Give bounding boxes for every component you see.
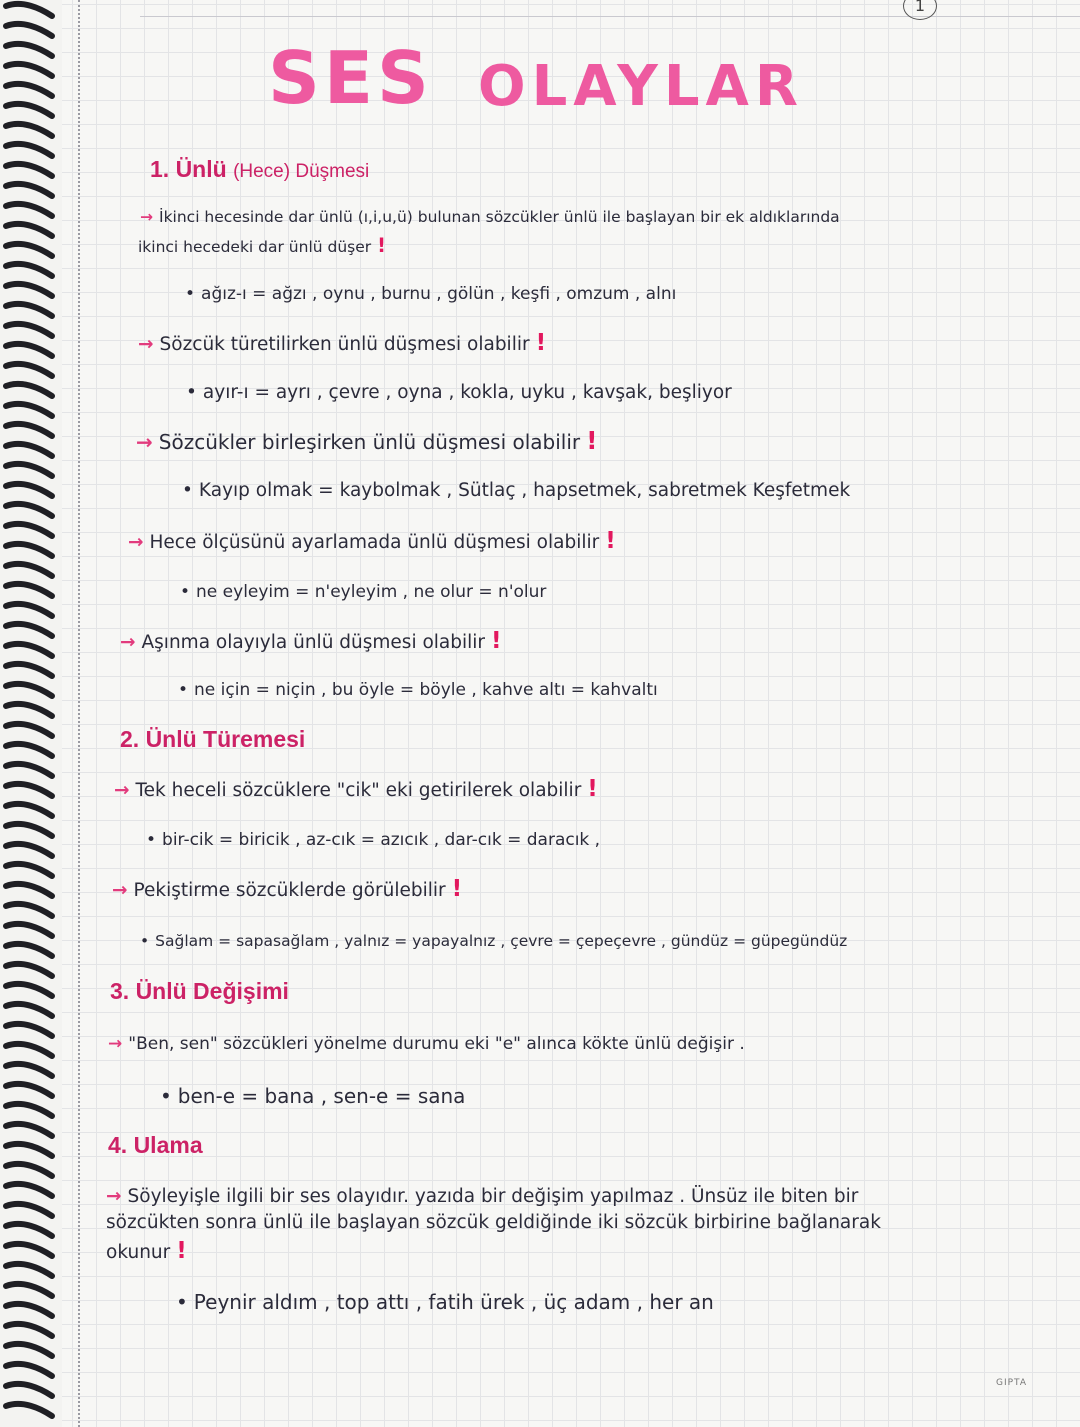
spiral-ring	[6, 924, 52, 936]
bullet-icon: •	[186, 382, 197, 403]
rule-line	[106, 1238, 187, 1264]
spiral-ring	[6, 824, 52, 836]
perforation-line	[78, 0, 80, 1427]
spiral-ring	[6, 644, 52, 656]
rule-text: Tek heceli sözcüklere "cik" eki getirilerek olabilir	[135, 780, 582, 801]
spiral-ring	[6, 1024, 52, 1036]
spiral-ring	[6, 984, 52, 996]
spiral-ring	[6, 1084, 52, 1096]
title-word-olaylar: OLAYLAR	[478, 54, 804, 119]
spiral-ring	[6, 1324, 52, 1336]
section-1-heading-sub: (Hece) Düşmesi	[233, 161, 370, 182]
rule-text: Sözcükler birleşirken ünlü düşmesi olabilir	[158, 430, 581, 454]
spiral-ring	[6, 1064, 52, 1076]
example-text: ayır-ı = ayrı , çevre , oyna , kokla, uyku , kavşak, beşliyor	[202, 382, 732, 403]
section-1-heading	[150, 156, 369, 183]
spiral-ring	[6, 264, 52, 276]
rule-line	[120, 628, 502, 654]
spiral-ring	[6, 1124, 52, 1136]
title-word-ses: SES	[268, 36, 433, 120]
rule-line	[136, 426, 598, 455]
spiral-ring	[6, 944, 52, 956]
example-text: ne için = niçin , bu öyle = böyle , kahve altı = kahvaltı	[194, 680, 658, 700]
spiral-ring	[6, 424, 52, 436]
spiral-ring	[6, 1204, 52, 1216]
spiral-ring	[6, 544, 52, 556]
rule-line	[138, 234, 386, 257]
example-text: ağız-ı = ağzı , oynu , burnu , gölün , keşfi , omzum , alnı	[201, 284, 677, 304]
spiral-ring	[6, 624, 52, 636]
spiral-ring	[6, 344, 52, 356]
spiral-ring	[6, 724, 52, 736]
rule-line	[114, 776, 598, 802]
rule-line	[128, 528, 616, 554]
exclamation-icon: !	[451, 876, 463, 902]
spiral-ring	[6, 904, 52, 916]
example-line	[180, 582, 546, 602]
rule-line	[108, 1034, 745, 1054]
spiral-ring	[6, 884, 52, 896]
bullet-icon: •	[180, 582, 191, 602]
arrow-icon: →	[112, 880, 128, 901]
spiral-ring	[6, 4, 52, 16]
rule-line	[112, 876, 462, 902]
spiral-binding	[0, 0, 62, 1427]
spiral-ring	[6, 784, 52, 796]
arrow-icon: →	[108, 1034, 123, 1054]
spiral-ring	[6, 1344, 52, 1356]
rule-text: İkinci hecesinde dar ünlü (ı,i,u,ü) bulunan sözcükler ünlü ile başlayan bir ek aldıklarında	[159, 208, 840, 226]
arrow-icon: →	[136, 430, 153, 454]
example-line	[186, 382, 732, 403]
bullet-icon: •	[176, 1290, 188, 1314]
spiral-ring	[6, 1384, 52, 1396]
spiral-ring	[6, 744, 52, 756]
rule-text: Sözcük türetilirken ünlü düşmesi olabilir	[159, 334, 530, 355]
spiral-ring	[6, 304, 52, 316]
spiral-ring	[6, 284, 52, 296]
spiral-ring	[6, 44, 52, 56]
spiral-ring	[6, 444, 52, 456]
spiral-ring	[6, 684, 52, 696]
spiral-rings-icon	[0, 0, 62, 1427]
rule-text: "Ben, sen" sözcükleri yönelme durumu eki "e" alınca kökte ünlü değişir .	[128, 1034, 745, 1054]
spiral-ring	[6, 524, 52, 536]
arrow-icon: →	[120, 632, 136, 653]
exclamation-icon: !	[176, 1238, 187, 1264]
example-line	[176, 1290, 714, 1314]
example-text: Peynir aldım , top attı , fatih ürek , üç adam , her an	[193, 1290, 714, 1314]
exclamation-icon: !	[491, 628, 502, 654]
watermark: GIPTA	[996, 1378, 1028, 1388]
spiral-ring	[6, 804, 52, 816]
example-text: ne eyleyim = n'eyleyim , ne olur = n'olur	[196, 582, 547, 602]
spiral-ring	[6, 364, 52, 376]
bullet-icon: •	[160, 1084, 172, 1108]
exclamation-icon: !	[587, 776, 598, 802]
example-line	[146, 830, 600, 850]
arrow-icon: →	[138, 334, 154, 355]
section-1-heading-main: 1. Ünlü	[150, 156, 227, 182]
rule-text: Hece ölçüsünü ayarlamada ünlü düşmesi olabilir	[149, 532, 600, 553]
exclamation-icon: !	[535, 330, 547, 356]
spiral-ring	[6, 844, 52, 856]
spiral-ring	[6, 204, 52, 216]
example-text: Sağlam = sapasağlam , yalnız = yapayalnız , çevre = çepeçevre , gündüz = güpegündüz	[155, 932, 848, 950]
rule-text: okunur	[106, 1242, 171, 1263]
spiral-ring	[6, 1144, 52, 1156]
spiral-ring	[6, 324, 52, 336]
example-line	[140, 932, 847, 950]
example-line	[185, 284, 676, 304]
spiral-ring	[6, 64, 52, 76]
top-margin-line	[140, 16, 1080, 17]
spiral-ring	[6, 664, 52, 676]
spiral-ring	[6, 144, 52, 156]
spiral-ring	[6, 604, 52, 616]
spiral-ring	[6, 764, 52, 776]
spiral-ring	[6, 584, 52, 596]
spiral-ring	[6, 1224, 52, 1236]
arrow-icon: →	[106, 1186, 122, 1207]
exclamation-icon: !	[377, 234, 387, 257]
section-2-heading: 2. Ünlü Türemesi	[120, 726, 306, 752]
spiral-ring	[6, 1184, 52, 1196]
spiral-ring	[6, 104, 52, 116]
spiral-ring	[6, 24, 52, 36]
spiral-ring	[6, 124, 52, 136]
rule-text: Aşınma olayıyla ünlü düşmesi olabilir	[141, 632, 486, 653]
example-line	[182, 480, 850, 501]
example-text: Kayıp olmak = kaybolmak , Sütlaç , hapsetmek, sabretmek Keşfetmek	[198, 480, 851, 501]
exclamation-icon: !	[605, 528, 616, 554]
spiral-ring	[6, 1264, 52, 1276]
bullet-icon: •	[140, 932, 150, 950]
arrow-icon: →	[140, 208, 153, 226]
spiral-ring	[6, 484, 52, 496]
bullet-icon: •	[178, 680, 189, 700]
arrow-icon: →	[128, 532, 144, 553]
rule-line	[140, 208, 840, 226]
spiral-ring	[6, 704, 52, 716]
spiral-ring	[6, 184, 52, 196]
spiral-ring	[6, 164, 52, 176]
spiral-ring	[6, 1364, 52, 1376]
spiral-ring	[6, 964, 52, 976]
spiral-ring	[6, 1284, 52, 1296]
spiral-ring	[6, 464, 52, 476]
spiral-ring	[6, 244, 52, 256]
spiral-ring	[6, 1004, 52, 1016]
spiral-ring	[6, 1244, 52, 1256]
rule-text: Söyleyişle ilgili bir ses olayıdır. yazıda bir değişim yapılmaz . Ünsüz ile biten bir	[127, 1186, 859, 1207]
example-line	[178, 680, 658, 700]
section-4-heading: 4. Ulama	[108, 1132, 203, 1158]
spiral-ring	[6, 384, 52, 396]
bullet-icon: •	[185, 284, 196, 304]
bullet-icon: •	[182, 480, 193, 501]
rule-line	[106, 1212, 881, 1233]
spiral-ring	[6, 404, 52, 416]
rule-line	[106, 1186, 858, 1207]
example-text: ben-e = bana , sen-e = sana	[177, 1084, 466, 1108]
example-line	[160, 1084, 465, 1108]
spiral-ring	[6, 1164, 52, 1176]
example-text: bir-cik = biricik , az-cık = azıcık , dar-cık = daracık ,	[162, 830, 601, 850]
rule-text: sözcükten sonra ünlü ile başlayan sözcük geldiğinde iki sözcük birbirine bağlanarak	[106, 1212, 881, 1233]
bullet-icon: •	[146, 830, 157, 850]
spiral-ring	[6, 224, 52, 236]
rule-line	[138, 330, 546, 356]
spiral-ring	[6, 564, 52, 576]
spiral-ring	[6, 1404, 52, 1416]
spiral-ring	[6, 1304, 52, 1316]
arrow-icon: →	[114, 780, 130, 801]
spiral-ring	[6, 1104, 52, 1116]
exclamation-icon: !	[586, 426, 598, 455]
spiral-ring	[6, 864, 52, 876]
rule-text: Pekiştirme sözcüklerde görülebilir	[133, 880, 446, 901]
page-number: 1	[903, 0, 937, 20]
spiral-ring	[6, 84, 52, 96]
spiral-ring	[6, 504, 52, 516]
rule-text: ikinci hecedeki dar ünlü düşer	[138, 238, 372, 256]
spiral-ring	[6, 1044, 52, 1056]
section-3-heading: 3. Ünlü Değişimi	[110, 978, 289, 1004]
